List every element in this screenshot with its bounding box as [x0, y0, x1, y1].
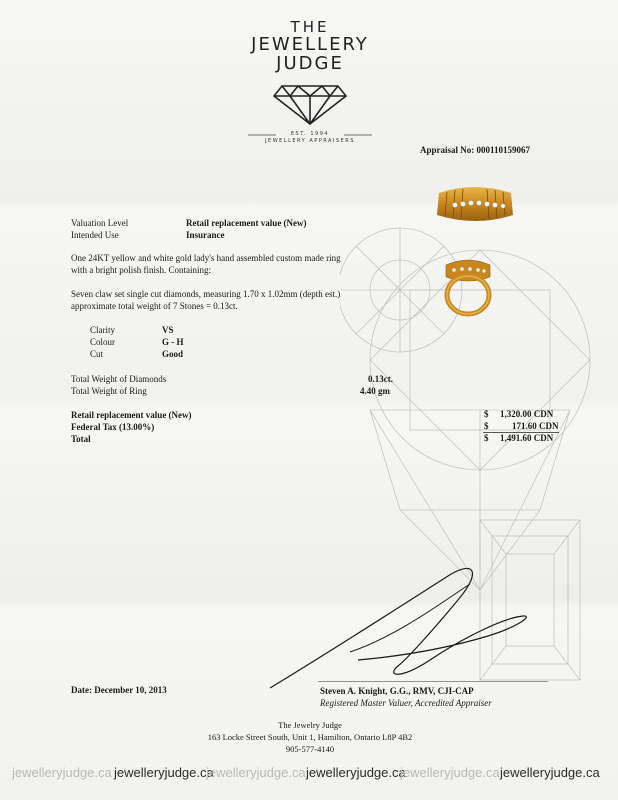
- cut-label: Cut: [90, 349, 104, 359]
- valuation-level-label: Valuation Level: [71, 218, 129, 228]
- total-label: Total: [71, 434, 91, 444]
- retail-amount: 1,320.00 CDN: [500, 409, 554, 419]
- footer-company: The Jewelry Judge: [278, 720, 342, 730]
- clarity-value: VS: [162, 325, 174, 335]
- watermark-2: jewelleryjudge.ca: [114, 765, 214, 780]
- watermark-6: jewelleryjudge.ca: [500, 765, 600, 780]
- colour-value: G - H: [162, 337, 184, 347]
- watermark-5: jewelleryjudge.ca: [400, 765, 500, 780]
- ring-photo-top: [433, 183, 517, 225]
- total-amount: 1,491.60 CDN: [500, 433, 554, 443]
- cut-value: Good: [162, 349, 184, 359]
- footer-address: 163 Locke Street South, Unit 1, Hamilton, Ontario L8P 4B2: [207, 732, 413, 742]
- intended-use-label: Intended Use: [71, 230, 119, 240]
- footer-phone: 905-577-4140: [285, 744, 335, 754]
- ring-weight-value: 4.40 gm: [360, 386, 390, 396]
- watermark-1: jewelleryjudge.ca: [12, 765, 112, 780]
- diamond-weight-label: Total Weight of Diamonds: [71, 374, 167, 384]
- ring-photo-side: [440, 255, 496, 317]
- watermark-4: jewelleryjudge.ca: [306, 765, 406, 780]
- logo-line-2: JUDGE: [276, 53, 344, 74]
- signature: [258, 548, 538, 698]
- retail-currency: $: [484, 409, 489, 419]
- signer-title: Registered Master Valuer, Accredited Appraiser: [320, 698, 492, 708]
- ring-weight-label: Total Weight of Ring: [71, 386, 147, 396]
- item-description: One 24KT yellow and white gold lady's hand assembled custom made ring with a bright polish finish. Containing:: [71, 253, 341, 275]
- appraisal-number: Appraisal No: 000110159067: [420, 145, 531, 155]
- logo-est: EST. 1994: [290, 131, 330, 137]
- diamond-weight-value: 0.13ct.: [368, 374, 393, 384]
- intended-use-value: Insurance: [186, 230, 225, 240]
- signature-line: [318, 680, 548, 683]
- appraisal-date: Date: December 10, 2013: [71, 685, 167, 695]
- colour-label: Colour: [90, 337, 116, 347]
- logo-tagline: JEWELLERY APPRAISERS: [265, 138, 355, 144]
- stones-description: Seven claw set single cut diamonds, measuring 1.70 x 1.02mm (depth est.) approximate total weight of 7 Stones = 0.13ct.: [71, 289, 341, 311]
- watermark-3: jewelleryjudge.ca: [206, 765, 306, 780]
- valuation-level-value: Retail replacement value (New): [186, 218, 307, 228]
- federal-tax-label: Federal Tax (13.00%): [71, 422, 155, 432]
- logo-the: THE: [290, 18, 330, 36]
- total-currency: $: [484, 433, 489, 443]
- diamond-logo-icon: [270, 76, 350, 126]
- tax-currency: $: [484, 421, 489, 431]
- logo-line-1: JEWELLERY: [251, 34, 369, 55]
- clarity-label: Clarity: [90, 325, 115, 335]
- signer-name: Steven A. Knight, G.G., RMV, CJI-CAP: [320, 686, 474, 696]
- retail-value-label: Retail replacement value (New): [71, 410, 192, 420]
- tax-amount: 171.60 CDN: [512, 421, 559, 431]
